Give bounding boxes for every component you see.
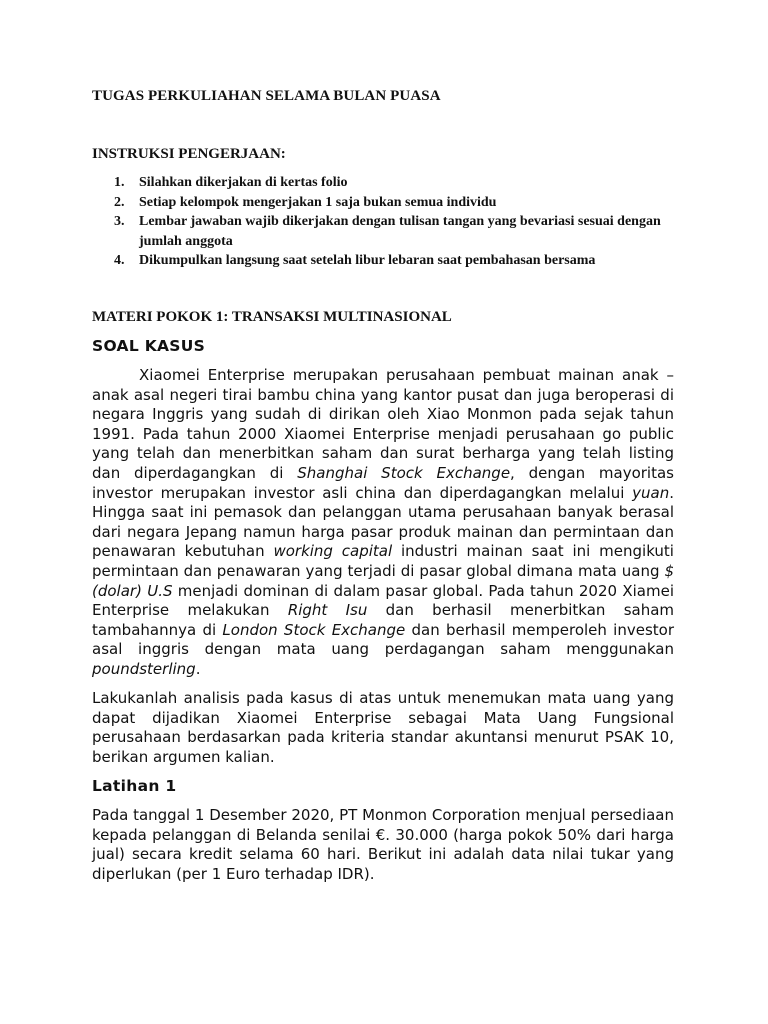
case-text: menjadi dominan di dalam pasar global. Pada tahun 2020 Xiamei Enterprise melakukan bbox=[92, 581, 674, 620]
instructions-heading: INSTRUKSI PENGERJAAN: bbox=[92, 146, 286, 162]
case-text: . bbox=[195, 659, 201, 678]
case-text: industri mainan saat ini mengikuti permintaan dan penawaran yang terjadi di pasar global dimana mata uang bbox=[92, 542, 674, 580]
case-paragraph bbox=[92, 366, 674, 680]
case-text: dan berhasil memperoleh investor asal inggris dengan mata uang perdagangan saham menggunakan bbox=[92, 620, 674, 659]
list-item-text: Lembar jawaban wajib dikerjakan dengan tulisan tangan yang bevariasi sesuai dengan jumlah anggota bbox=[139, 214, 661, 249]
list-item-number: 1. bbox=[114, 175, 125, 190]
case-italic-term: London Stock Exchange bbox=[222, 620, 406, 639]
case-italic-term: working capital bbox=[273, 542, 393, 561]
list-item bbox=[92, 251, 682, 271]
list-item-text: Setiap kelompok mengerjakan 1 saja bukan semua individu bbox=[139, 194, 497, 210]
list-item-number: 3. bbox=[114, 214, 125, 229]
case-text: dan berhasil menerbitkan saham tambahannya di bbox=[92, 601, 675, 639]
case-text: Xiaomei Enterprise merupakan perusahaan pembuat mainan anak – anak asal negeri tirai bambu china yang kantor pusat dan juga beroperasi di negara Inggris yang sudah di dirikan oleh Xiao Monmon pada sejak tahun 1991. Pada tahun 2000 Xiaomei Enterprise menjadi perusahaan go public yang telah dan menerbitkan saham dan surat berharga yang telah listing dan diperdagangkan di bbox=[92, 366, 674, 482]
soal-kasus-heading: SOAL KASUS bbox=[92, 337, 206, 355]
materi-heading: MATERI POKOK 1: TRANSAKSI MULTINASIONAL bbox=[92, 309, 452, 325]
case-italic-term: Shanghai Stock Exchange bbox=[297, 463, 511, 482]
latihan-paragraph: Pada tanggal 1 Desember 2020, PT Monmon Corporation menjual persediaan kepada pelanggan di Belanda senilai €. 30.000 (harga pokok 50% dari harga jual) secara kredit selama 60 hari. Berikut ini adalah data nilai tukar yang diperlukan (per 1 Euro terhadap IDR). bbox=[92, 806, 674, 883]
instructions-list bbox=[92, 173, 682, 271]
document-title: TUGAS PERKULIAHAN SELAMA BULAN PUASA bbox=[92, 88, 441, 104]
latihan-heading: Latihan 1 bbox=[92, 777, 177, 795]
case-text: , dengan mayoritas investor merupakan investor asli china dan diperdagangkan melalui bbox=[92, 463, 674, 502]
list-item bbox=[92, 212, 682, 251]
case-italic-term: poundsterling bbox=[92, 659, 196, 678]
list-item bbox=[92, 173, 682, 193]
list-item-text: Dikumpulkan langsung saat setelah libur lebaran saat pembahasan bersama bbox=[139, 253, 596, 268]
list-item-text: Silahkan dikerjakan di kertas folio bbox=[139, 175, 348, 190]
list-item-number: 4. bbox=[114, 253, 125, 268]
list-item-number: 2. bbox=[114, 194, 125, 210]
case-italic-term: $ (dolar) U.S bbox=[92, 561, 674, 600]
list-item bbox=[92, 193, 682, 213]
case-italic-term: yuan bbox=[632, 483, 670, 502]
case-text: . Hingga saat ini pemasok dan pelanggan utama perusahaan banyak berasal dari negara Jepang namun harga pasar produk mainan dan permintaan dan penawaran kebutuhan bbox=[92, 483, 674, 561]
case-italic-term: Right Isu bbox=[287, 601, 368, 620]
analysis-paragraph: Lakukanlah analisis pada kasus di atas untuk menemukan mata uang yang dapat dijadikan Xiaomei Enterprise sebagai Mata Uang Fungsional perusahaan berdasarkan pada kriteria standar akuntansi menurut PSAK 10, berikan argumen kalian. bbox=[92, 689, 674, 766]
